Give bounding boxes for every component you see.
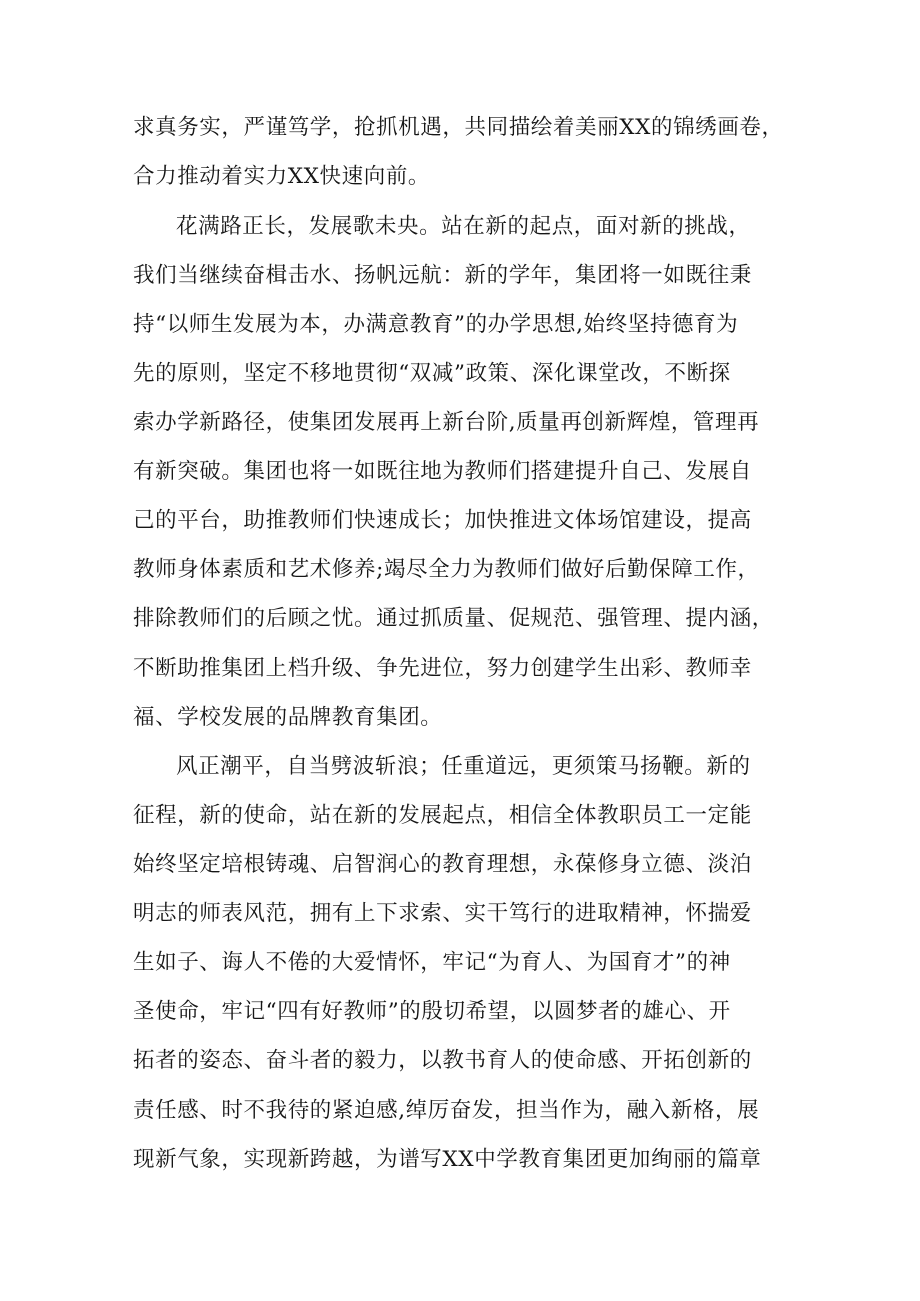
- text-line: 排除教师们的后顾之忧。通过抓质量、促规范、强管理、提内涵，: [133, 606, 774, 631]
- text-line: 拓者的姿态、奋斗者的毅力，以教书育人的使命感、开拓创新的: [133, 1048, 752, 1073]
- text-line: 明志的师表风范，拥有上下求索、实干笃行的进取精神，怀揣爱: [133, 901, 752, 926]
- text-line: 先的原则，坚定不移地贯彻“双减”政策、深化课堂改，不断探: [133, 361, 731, 386]
- paragraph-start-line: 花满路正长，发展歌未央。站在新的起点，面对新的挑战，: [176, 214, 751, 239]
- text-line: 求真务实，严谨笃学，抢抓机遇，共同描绘着美丽XX的锦绣画卷，: [133, 115, 784, 140]
- text-line: 教师身体素质和艺术修养;竭尽全力为教师们做好后勤保障工作，: [133, 557, 760, 582]
- text-line: 有新突破。集团也将一如既往地为教师们搭建提升自己、发展自: [133, 459, 752, 484]
- text-line: 不断助推集团上档升级、争先进位，努力创建学生出彩、教师幸: [133, 656, 752, 681]
- text-line: 持“以师生发展为本，办满意教育”的办学思想,始终坚持德育为: [133, 312, 739, 337]
- text-line: 责任感、时不我待的紧迫感,绰厉奋发，担当作为，融入新格，展: [133, 1098, 760, 1123]
- text-line: 索办学新路径，使集团发展再上新台阶,质量再创新辉煌，管理再: [133, 410, 760, 435]
- text-line: 生如子、诲人不倦的大爱情怀，牢记“为育人、为国育才”的神: [133, 950, 731, 975]
- paragraph-start-line: 风正潮平，自当劈波斩浪；任重道远，更须策马扬鞭。新的: [176, 754, 751, 779]
- text-line: 征程，新的使命，站在新的发展起点，相信全体教职员工一定能: [133, 803, 752, 828]
- text-line: 现新气象，实现新跨越，为谱写XX中学教育集团更加绚丽的篇章: [133, 1147, 762, 1172]
- text-line: 己的平台，助推教师们快速成长；加快推进文体场馆建设，提高: [133, 508, 752, 533]
- text-line: 始终坚定培根铸魂、启智润心的教育理想，永葆修身立德、淡泊: [133, 852, 752, 877]
- text-line: 福、学校发展的品牌教育集团。: [133, 705, 443, 730]
- text-line: 圣使命，牢记“四有好教师”的殷切希望，以圆梦者的雄心、开: [133, 999, 731, 1024]
- text-line: 合力推动着实力XX快速向前。: [133, 164, 431, 189]
- text-line: 我们当继续奋楫击水、扬帆远航：新的学年，集团将一如既往秉: [133, 263, 752, 288]
